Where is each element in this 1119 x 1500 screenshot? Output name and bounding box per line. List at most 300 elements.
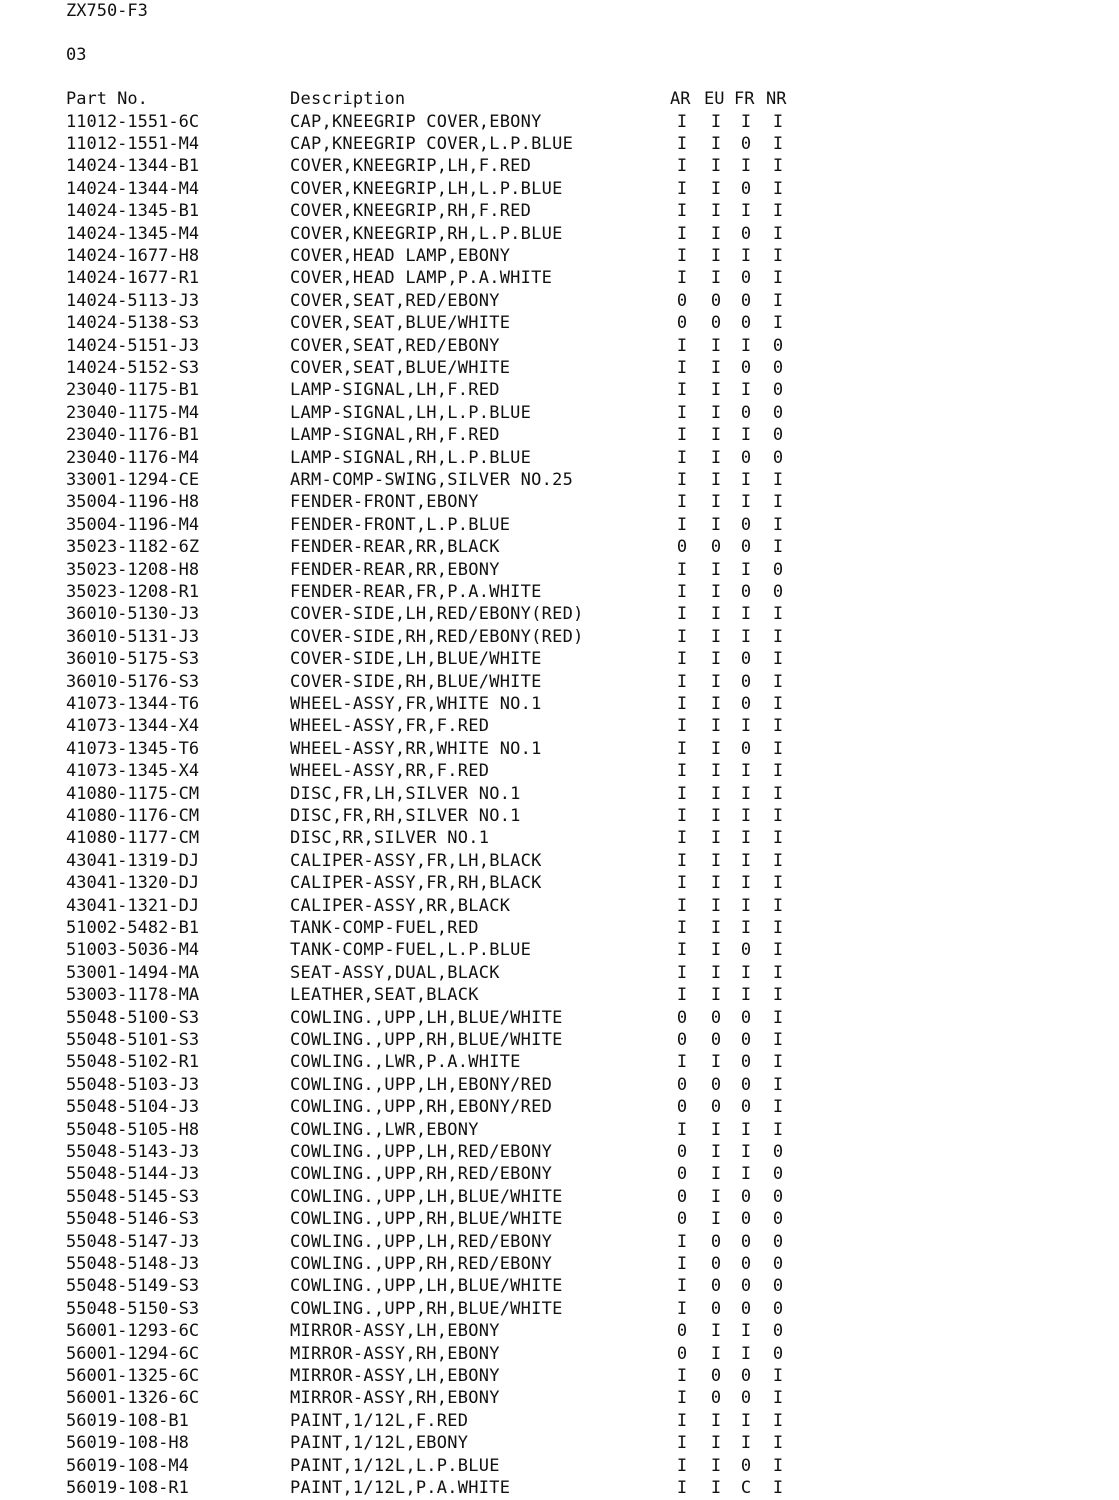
- flag-fr: I: [740, 469, 752, 490]
- flag-fr: 0: [740, 268, 752, 289]
- flag-eu: I: [710, 223, 722, 244]
- part-description: COWLING.,UPP,LH,BLUE/WHITE: [290, 1186, 563, 1207]
- part-number: 55048-5100-S3: [66, 1007, 200, 1028]
- flag-ar: I: [676, 178, 688, 199]
- flag-eu: I: [710, 649, 722, 670]
- part-description: COWLING.,LWR,EBONY: [290, 1119, 479, 1140]
- flag-eu: 0: [710, 1074, 722, 1095]
- flag-ar: I: [676, 783, 688, 804]
- part-description: COVER,SEAT,BLUE/WHITE: [290, 313, 511, 334]
- part-description: COWLING.,UPP,RH,RED/EBONY: [290, 1253, 553, 1274]
- flag-nr: I: [772, 245, 784, 266]
- flag-nr: I: [772, 1433, 784, 1454]
- flag-eu: I: [710, 1455, 722, 1476]
- flag-fr: 0: [740, 1231, 752, 1252]
- part-description: WHEEL-ASSY,RR,WHITE NO.1: [290, 738, 542, 759]
- part-description: COVER,KNEEGRIP,LH,L.P.BLUE: [290, 178, 563, 199]
- part-number: 56019-108-B1: [66, 1410, 189, 1431]
- part-number: 55048-5144-J3: [66, 1164, 200, 1185]
- flag-fr: I: [740, 1410, 752, 1431]
- part-number: 35023-1182-6Z: [66, 537, 200, 558]
- part-number: 23040-1176-M4: [66, 447, 200, 468]
- part-description: CALIPER-ASSY,FR,RH,BLACK: [290, 873, 542, 894]
- flag-nr: I: [772, 1074, 784, 1095]
- flag-ar: I: [676, 693, 688, 714]
- part-description: MIRROR-ASSY,RH,EBONY: [290, 1388, 500, 1409]
- flag-fr: 0: [740, 313, 752, 334]
- flag-ar: 0: [676, 1074, 688, 1095]
- flag-fr: C: [740, 1477, 752, 1498]
- flag-nr: 0: [772, 402, 784, 423]
- part-number: 51003-5036-M4: [66, 940, 200, 961]
- flag-eu: I: [710, 357, 722, 378]
- flag-eu: I: [710, 895, 722, 916]
- flag-ar: I: [676, 1477, 688, 1498]
- flag-nr: I: [772, 1410, 784, 1431]
- part-number: 41073-1345-X4: [66, 761, 200, 782]
- flag-ar: I: [676, 962, 688, 983]
- flag-eu: I: [710, 985, 722, 1006]
- flag-eu: I: [710, 156, 722, 177]
- flag-fr: I: [740, 985, 752, 1006]
- flag-nr: I: [772, 514, 784, 535]
- part-number: 14024-1345-M4: [66, 223, 200, 244]
- flag-ar: I: [676, 626, 688, 647]
- flag-fr: 0: [740, 1298, 752, 1319]
- part-number: 41073-1345-T6: [66, 738, 200, 759]
- flag-ar: I: [676, 917, 688, 938]
- flag-ar: I: [676, 828, 688, 849]
- part-number: 55048-5148-J3: [66, 1253, 200, 1274]
- flag-ar: I: [676, 201, 688, 222]
- part-number: 14024-1677-R1: [66, 268, 200, 289]
- flag-ar: I: [676, 850, 688, 871]
- flag-ar: I: [676, 671, 688, 692]
- part-description: FENDER-FRONT,L.P.BLUE: [290, 514, 511, 535]
- flag-fr: I: [740, 761, 752, 782]
- part-description: COWLING.,UPP,RH,BLUE/WHITE: [290, 1209, 563, 1230]
- flag-ar: I: [676, 268, 688, 289]
- flag-fr: I: [740, 895, 752, 916]
- part-number: 55048-5104-J3: [66, 1097, 200, 1118]
- flag-ar: I: [676, 1365, 688, 1386]
- part-number: 55048-5105-H8: [66, 1119, 200, 1140]
- flag-fr: I: [740, 626, 752, 647]
- flag-fr: 0: [740, 1052, 752, 1073]
- part-number: 43041-1321-DJ: [66, 895, 200, 916]
- flag-fr: I: [740, 425, 752, 446]
- part-number: 53001-1494-MA: [66, 962, 200, 983]
- part-number: 35023-1208-R1: [66, 581, 200, 602]
- flag-eu: I: [710, 850, 722, 871]
- part-description: COVER,KNEEGRIP,RH,L.P.BLUE: [290, 223, 563, 244]
- flag-fr: I: [740, 873, 752, 894]
- flag-eu: I: [710, 1164, 722, 1185]
- flag-ar: I: [676, 156, 688, 177]
- part-description: FENDER-REAR,FR,P.A.WHITE: [290, 581, 542, 602]
- part-number: 56001-1293-6C: [66, 1321, 200, 1342]
- part-number: 55048-5103-J3: [66, 1074, 200, 1095]
- part-description: PAINT,1/12L,EBONY: [290, 1433, 469, 1454]
- flag-ar: I: [676, 559, 688, 580]
- flag-ar: I: [676, 245, 688, 266]
- flag-fr: 0: [740, 402, 752, 423]
- flag-nr: 0: [772, 1209, 784, 1230]
- part-description: COWLING.,UPP,LH,BLUE/WHITE: [290, 1007, 563, 1028]
- flag-nr: 0: [772, 1343, 784, 1364]
- flag-eu: I: [710, 1343, 722, 1364]
- part-number: 56019-108-R1: [66, 1477, 189, 1498]
- flag-eu: 0: [710, 1365, 722, 1386]
- flag-ar: I: [676, 1388, 688, 1409]
- flag-ar: I: [676, 873, 688, 894]
- flag-nr: 0: [772, 1298, 784, 1319]
- flag-ar: I: [676, 133, 688, 154]
- part-number: 51002-5482-B1: [66, 917, 200, 938]
- flag-ar: 0: [676, 1029, 688, 1050]
- flag-fr: 0: [740, 738, 752, 759]
- flag-ar: 0: [676, 1209, 688, 1230]
- part-number: 41080-1177-CM: [66, 828, 200, 849]
- part-description: DISC,RR,SILVER NO.1: [290, 828, 490, 849]
- part-description: PAINT,1/12L,P.A.WHITE: [290, 1477, 511, 1498]
- flag-eu: I: [710, 940, 722, 961]
- flag-eu: I: [710, 1119, 722, 1140]
- part-number: 43041-1320-DJ: [66, 873, 200, 894]
- flag-nr: I: [772, 805, 784, 826]
- flag-eu: I: [710, 1141, 722, 1162]
- flag-nr: I: [772, 223, 784, 244]
- flag-ar: I: [676, 425, 688, 446]
- part-number: 14024-5113-J3: [66, 290, 200, 311]
- part-number: 33001-1294-CE: [66, 469, 200, 490]
- part-description: COWLING.,UPP,RH,RED/EBONY: [290, 1164, 553, 1185]
- part-description: SEAT-ASSY,DUAL,BLACK: [290, 962, 500, 983]
- flag-ar: I: [676, 223, 688, 244]
- part-number: 14024-5152-S3: [66, 357, 200, 378]
- flag-eu: I: [710, 693, 722, 714]
- flag-fr: 0: [740, 1388, 752, 1409]
- flag-eu: I: [710, 514, 722, 535]
- flag-fr: 0: [740, 671, 752, 692]
- part-number: 53003-1178-MA: [66, 985, 200, 1006]
- flag-fr: I: [740, 335, 752, 356]
- part-number: 11012-1551-M4: [66, 133, 200, 154]
- flag-nr: I: [772, 962, 784, 983]
- part-description: MIRROR-ASSY,RH,EBONY: [290, 1343, 500, 1364]
- part-number: 41073-1344-X4: [66, 716, 200, 737]
- part-number: 41080-1176-CM: [66, 805, 200, 826]
- flag-fr: 0: [740, 514, 752, 535]
- flag-ar: 0: [676, 1164, 688, 1185]
- part-number: 36010-5131-J3: [66, 626, 200, 647]
- flag-fr: I: [740, 1343, 752, 1364]
- flag-fr: 0: [740, 133, 752, 154]
- part-description: COVER,SEAT,RED/EBONY: [290, 335, 500, 356]
- part-description: COWLING.,UPP,LH,RED/EBONY: [290, 1231, 553, 1252]
- flag-nr: 0: [772, 447, 784, 468]
- flag-nr: I: [772, 895, 784, 916]
- part-description: DISC,FR,RH,SILVER NO.1: [290, 805, 521, 826]
- part-description: COWLING.,UPP,LH,RED/EBONY: [290, 1141, 553, 1162]
- flag-nr: I: [772, 1477, 784, 1498]
- flag-eu: 0: [710, 1388, 722, 1409]
- part-number: 55048-5146-S3: [66, 1209, 200, 1230]
- part-description: COVER-SIDE,RH,RED/EBONY(RED): [290, 626, 584, 647]
- part-description: LAMP-SIGNAL,LH,L.P.BLUE: [290, 402, 532, 423]
- flag-ar: I: [676, 447, 688, 468]
- flag-nr: I: [772, 1052, 784, 1073]
- flag-fr: I: [740, 716, 752, 737]
- part-number: 35004-1196-H8: [66, 492, 200, 513]
- header-part-no: Part No.: [66, 89, 148, 109]
- flag-eu: I: [710, 581, 722, 602]
- flag-fr: I: [740, 1164, 752, 1185]
- flag-nr: I: [772, 940, 784, 961]
- flag-ar: I: [676, 1052, 688, 1073]
- flag-eu: 0: [710, 1097, 722, 1118]
- flag-ar: I: [676, 492, 688, 513]
- flag-eu: I: [710, 917, 722, 938]
- flag-nr: 0: [772, 559, 784, 580]
- flag-eu: I: [710, 1477, 722, 1498]
- part-number: 56001-1325-6C: [66, 1365, 200, 1386]
- flag-ar: 0: [676, 290, 688, 311]
- flag-fr: 0: [740, 1253, 752, 1274]
- flag-nr: I: [772, 850, 784, 871]
- part-description: COWLING.,UPP,LH,EBONY/RED: [290, 1074, 553, 1095]
- flag-fr: I: [740, 805, 752, 826]
- flag-fr: I: [740, 962, 752, 983]
- part-description: MIRROR-ASSY,LH,EBONY: [290, 1365, 500, 1386]
- flag-eu: I: [710, 1209, 722, 1230]
- part-number: 36010-5130-J3: [66, 604, 200, 625]
- header-eu: EU: [704, 89, 725, 109]
- flag-nr: I: [772, 1119, 784, 1140]
- flag-ar: I: [676, 738, 688, 759]
- flag-ar: 0: [676, 1097, 688, 1118]
- header-fr: FR: [734, 89, 755, 109]
- part-number: 23040-1175-B1: [66, 380, 200, 401]
- part-number: 14024-1677-H8: [66, 245, 200, 266]
- part-description: COWLING.,UPP,RH,BLUE/WHITE: [290, 1029, 563, 1050]
- flag-fr: 0: [740, 940, 752, 961]
- table-header: [0, 88, 787, 110]
- flag-fr: 0: [740, 1209, 752, 1230]
- flag-nr: I: [772, 738, 784, 759]
- flag-fr: I: [740, 492, 752, 513]
- flag-fr: 0: [740, 178, 752, 199]
- flag-nr: I: [772, 1097, 784, 1118]
- part-number: 41073-1344-T6: [66, 693, 200, 714]
- flag-fr: 0: [740, 447, 752, 468]
- flag-nr: 0: [772, 1321, 784, 1342]
- part-description: CALIPER-ASSY,FR,LH,BLACK: [290, 850, 542, 871]
- part-description: WHEEL-ASSY,FR,F.RED: [290, 716, 490, 737]
- part-number: 55048-5143-J3: [66, 1141, 200, 1162]
- flag-nr: 0: [772, 425, 784, 446]
- part-description: COVER-SIDE,LH,BLUE/WHITE: [290, 649, 542, 670]
- part-number: 55048-5145-S3: [66, 1186, 200, 1207]
- part-description: WHEEL-ASSY,RR,F.RED: [290, 761, 490, 782]
- flag-ar: I: [676, 514, 688, 535]
- flag-nr: I: [772, 716, 784, 737]
- flag-nr: I: [772, 985, 784, 1006]
- flag-nr: I: [772, 133, 784, 154]
- flag-eu: I: [710, 1410, 722, 1431]
- flag-nr: 0: [772, 1164, 784, 1185]
- page-number: 03: [66, 45, 87, 65]
- part-description: COVER,KNEEGRIP,RH,F.RED: [290, 201, 532, 222]
- flag-ar: I: [676, 357, 688, 378]
- flag-ar: 0: [676, 1007, 688, 1028]
- flag-nr: I: [772, 604, 784, 625]
- part-number: 35004-1196-M4: [66, 514, 200, 535]
- flag-eu: I: [710, 962, 722, 983]
- flag-eu: I: [710, 805, 722, 826]
- flag-eu: I: [710, 245, 722, 266]
- flag-ar: I: [676, 1276, 688, 1297]
- flag-ar: I: [676, 1410, 688, 1431]
- part-number: 23040-1176-B1: [66, 425, 200, 446]
- part-description: TANK-COMP-FUEL,L.P.BLUE: [290, 940, 532, 961]
- part-description: COVER,KNEEGRIP,LH,F.RED: [290, 156, 532, 177]
- part-description: LAMP-SIGNAL,LH,F.RED: [290, 380, 500, 401]
- flag-fr: I: [740, 783, 752, 804]
- flag-nr: I: [772, 111, 784, 132]
- flag-eu: 0: [710, 1253, 722, 1274]
- flag-nr: I: [772, 671, 784, 692]
- flag-eu: 0: [710, 537, 722, 558]
- flag-fr: I: [740, 828, 752, 849]
- part-number: 36010-5176-S3: [66, 671, 200, 692]
- header-description: Description: [290, 89, 406, 109]
- flag-fr: 0: [740, 1097, 752, 1118]
- flag-nr: I: [772, 1007, 784, 1028]
- flag-nr: I: [772, 290, 784, 311]
- flag-nr: I: [772, 313, 784, 334]
- flag-fr: 0: [740, 1186, 752, 1207]
- part-number: 43041-1319-DJ: [66, 850, 200, 871]
- flag-eu: I: [710, 201, 722, 222]
- part-description: CALIPER-ASSY,RR,BLACK: [290, 895, 511, 916]
- flag-eu: I: [710, 873, 722, 894]
- flag-eu: I: [710, 716, 722, 737]
- flag-nr: I: [772, 1388, 784, 1409]
- flag-nr: 0: [772, 1276, 784, 1297]
- flag-fr: I: [740, 1321, 752, 1342]
- flag-ar: I: [676, 581, 688, 602]
- part-number: 55048-5147-J3: [66, 1231, 200, 1252]
- flag-nr: I: [772, 201, 784, 222]
- flag-eu: I: [710, 626, 722, 647]
- flag-ar: I: [676, 761, 688, 782]
- flag-eu: I: [710, 1433, 722, 1454]
- flag-fr: I: [740, 604, 752, 625]
- part-description: FENDER-REAR,RR,BLACK: [290, 537, 500, 558]
- part-number: 56019-108-H8: [66, 1433, 189, 1454]
- flag-fr: 0: [740, 290, 752, 311]
- part-description: PAINT,1/12L,L.P.BLUE: [290, 1455, 500, 1476]
- flag-nr: I: [772, 873, 784, 894]
- flag-eu: 0: [710, 1007, 722, 1028]
- flag-ar: 0: [676, 1321, 688, 1342]
- flag-fr: 0: [740, 1365, 752, 1386]
- flag-fr: 0: [740, 581, 752, 602]
- flag-eu: I: [710, 469, 722, 490]
- flag-eu: I: [710, 671, 722, 692]
- part-number: 41080-1175-CM: [66, 783, 200, 804]
- flag-ar: I: [676, 895, 688, 916]
- flag-nr: I: [772, 268, 784, 289]
- flag-ar: 0: [676, 313, 688, 334]
- flag-eu: I: [710, 133, 722, 154]
- flag-eu: I: [710, 447, 722, 468]
- flag-fr: 0: [740, 1029, 752, 1050]
- part-description: COVER,SEAT,BLUE/WHITE: [290, 357, 511, 378]
- flag-nr: 0: [772, 1253, 784, 1274]
- flag-nr: 0: [772, 1186, 784, 1207]
- flag-fr: 0: [740, 693, 752, 714]
- part-description: COWLING.,LWR,P.A.WHITE: [290, 1052, 521, 1073]
- flag-eu: I: [710, 425, 722, 446]
- flag-nr: I: [772, 917, 784, 938]
- flag-nr: I: [772, 761, 784, 782]
- header-ar: AR: [670, 89, 691, 109]
- flag-eu: I: [710, 1321, 722, 1342]
- flag-fr: 0: [740, 537, 752, 558]
- flag-ar: I: [676, 985, 688, 1006]
- part-description: MIRROR-ASSY,LH,EBONY: [290, 1321, 500, 1342]
- flag-nr: I: [772, 1365, 784, 1386]
- flag-eu: I: [710, 828, 722, 849]
- flag-nr: I: [772, 178, 784, 199]
- part-number: 56001-1294-6C: [66, 1343, 200, 1364]
- part-number: 56019-108-M4: [66, 1455, 189, 1476]
- flag-fr: I: [740, 380, 752, 401]
- flag-eu: I: [710, 761, 722, 782]
- flag-fr: 0: [740, 223, 752, 244]
- flag-fr: I: [740, 1433, 752, 1454]
- part-description: COWLING.,UPP,RH,BLUE/WHITE: [290, 1298, 563, 1319]
- flag-eu: I: [710, 380, 722, 401]
- flag-nr: 0: [772, 1141, 784, 1162]
- part-number: 55048-5102-R1: [66, 1052, 200, 1073]
- part-number: 55048-5101-S3: [66, 1029, 200, 1050]
- flag-ar: I: [676, 1298, 688, 1319]
- part-description: COWLING.,UPP,RH,EBONY/RED: [290, 1097, 553, 1118]
- flag-ar: I: [676, 1253, 688, 1274]
- flag-fr: I: [740, 559, 752, 580]
- flag-fr: I: [740, 111, 752, 132]
- flag-fr: I: [740, 201, 752, 222]
- flag-fr: I: [740, 917, 752, 938]
- flag-nr: I: [772, 1455, 784, 1476]
- flag-fr: I: [740, 1119, 752, 1140]
- part-number: 56001-1326-6C: [66, 1388, 200, 1409]
- flag-eu: I: [710, 268, 722, 289]
- part-description: CAP,KNEEGRIP COVER,EBONY: [290, 111, 542, 132]
- flag-ar: I: [676, 604, 688, 625]
- flag-fr: I: [740, 156, 752, 177]
- flag-eu: I: [710, 492, 722, 513]
- flag-fr: I: [740, 850, 752, 871]
- flag-nr: I: [772, 492, 784, 513]
- flag-fr: 0: [740, 1074, 752, 1095]
- part-description: FENDER-FRONT,EBONY: [290, 492, 479, 513]
- part-number: 23040-1175-M4: [66, 402, 200, 423]
- flag-ar: 0: [676, 537, 688, 558]
